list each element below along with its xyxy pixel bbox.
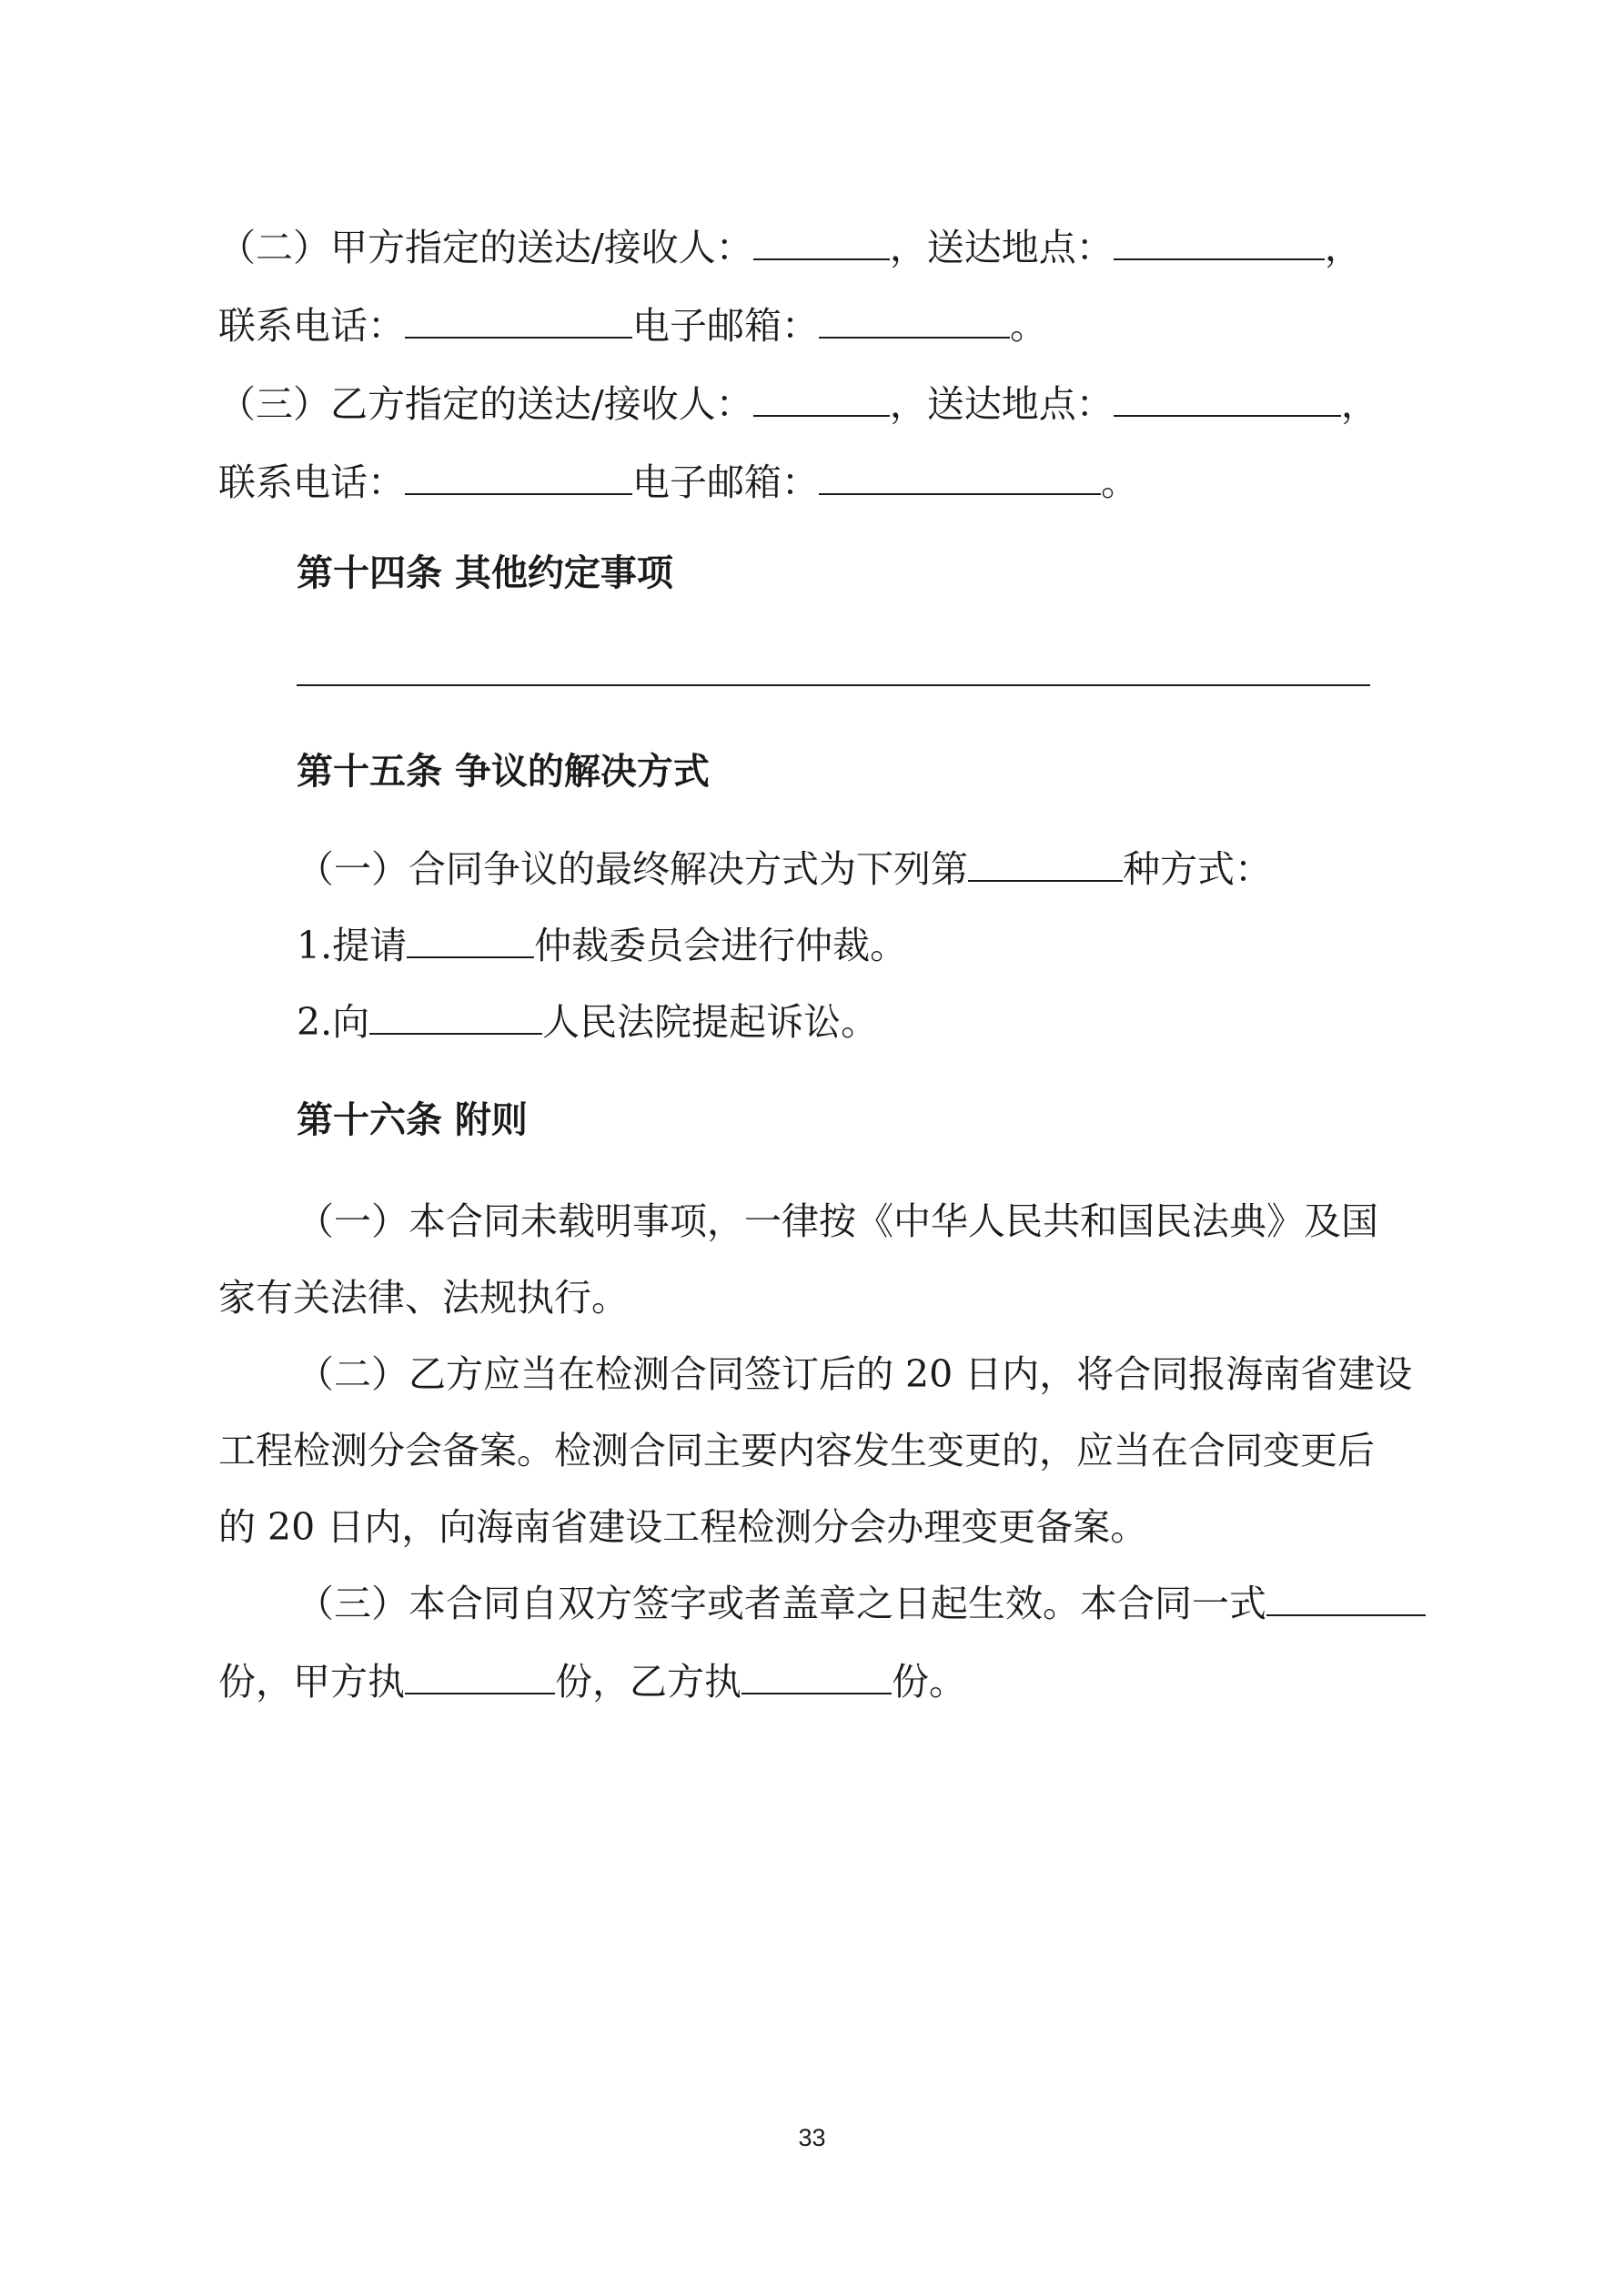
copies-split-line: 份，甲方执 份，乙方执 份。 (218, 1654, 966, 1709)
party-b-copies-blank[interactable] (741, 1656, 892, 1694)
paragraph-line: 家有关法律、法规执行。 (218, 1276, 629, 1320)
item3-phone-blank[interactable] (405, 457, 632, 495)
total-copies-blank[interactable] (1266, 1578, 1426, 1616)
paragraph-line: （二）乙方应当在检测合同签订后的 20 日内，将合同报海南省建设 (297, 1352, 1413, 1396)
item3-phone-label: 联系电话： (218, 460, 405, 504)
dispute-method-blank[interactable] (968, 844, 1123, 882)
section14-heading: 第十四条 其他约定事项 (297, 552, 673, 594)
item2-recipient-line: （二）甲方指定的送达/接收人： ，送达地点： ， (218, 220, 1362, 275)
court-option-line: 2.向 人民法院提起诉讼。 (297, 995, 878, 1049)
item2-phone-blank[interactable] (405, 300, 632, 339)
item3-email-blank[interactable] (819, 457, 1101, 495)
item3-email-label: 电子邮箱： (632, 460, 819, 504)
arbitration-commission-blank[interactable] (407, 920, 534, 958)
item2-email-blank[interactable] (819, 300, 1010, 339)
item2-phone-label: 联系电话： (218, 304, 405, 348)
item2-email-label: 电子邮箱： (632, 304, 819, 348)
other-agreements-blank-line[interactable] (297, 684, 1370, 686)
paragraph-line: 工程检测分会备案。检测合同主要内容发生变更的，应当在合同变更后 (218, 1429, 1375, 1472)
item3-recipient-line: （三）乙方指定的送达/接收人： ，送达地点： ， (218, 377, 1378, 431)
copies-line: （三）本合同自双方签字或者盖章之日起生效。本合同一式 (297, 1576, 1426, 1631)
section16-heading: 第十六条 附则 (297, 1099, 528, 1141)
arbitration-option-line: 1.提请 仲裁委员会进行仲裁。 (297, 918, 907, 973)
item2-recipient-blank[interactable] (753, 222, 890, 260)
item2-recipient-label: （二）甲方指定的送达/接收人： (218, 226, 753, 269)
item3-address-blank[interactable] (1114, 379, 1341, 417)
page-number: 33 (798, 2124, 826, 2151)
item2-address-blank[interactable] (1114, 222, 1325, 260)
dispute-method-label: （一）合同争议的最终解决方式为下列第 (297, 847, 968, 891)
section15-heading: 第十五条 争议的解决方式 (297, 751, 710, 793)
court-name-blank[interactable] (369, 996, 542, 1035)
item3-contact-line: 联系电话： 电子邮箱： 。 (218, 455, 1138, 510)
paragraph-line: （一）本合同未载明事项，一律按《中华人民共和国民法典》及国 (297, 1199, 1378, 1243)
item3-recipient-label: （三）乙方指定的送达/接收人： (218, 382, 753, 426)
party-a-copies-blank[interactable] (405, 1656, 555, 1694)
item2-contact-line: 联系电话： 电子邮箱： 。 (218, 298, 1047, 353)
dispute-method-line: （一）合同争议的最终解决方式为下列第 种方式： (297, 842, 1272, 896)
item2-address-label: ，送达地点： (889, 226, 1114, 269)
paragraph-line: 的 20 日内，向海南省建设工程检测分会办理变更备案。 (218, 1505, 1148, 1549)
item3-recipient-blank[interactable] (753, 379, 890, 417)
item3-address-label: ，送达地点： (889, 382, 1114, 426)
